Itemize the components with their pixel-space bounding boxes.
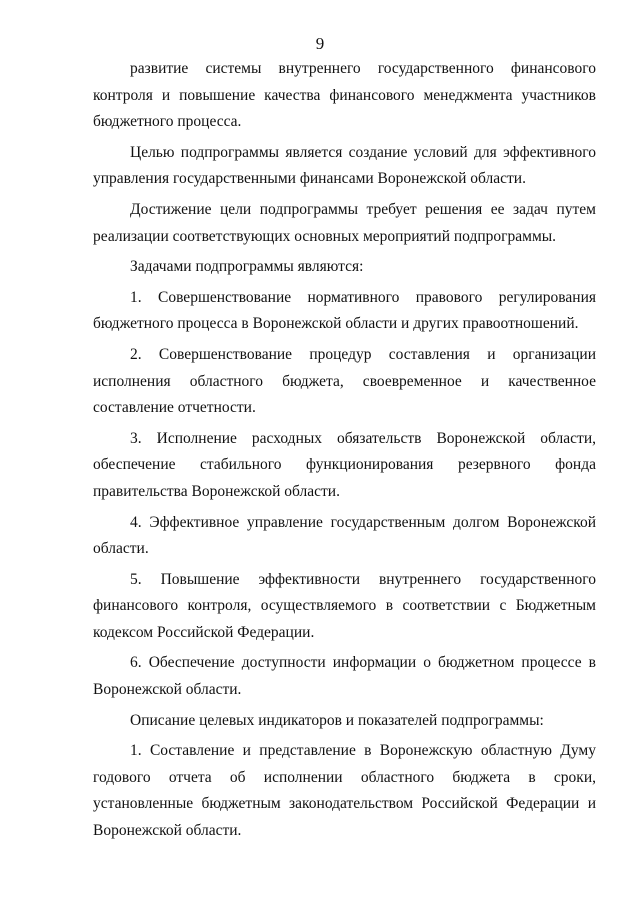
list-item-task-3: 3. Исполнение расходных обязательств Воронежской области, обеспечение стабильного функционирования резервного фонда правительства Воронежской области. xyxy=(93,429,596,500)
list-item-task-1: 1. Совершенствование нормативного правового регулирования бюджетного процесса в Воронежской области и других правоотношений. xyxy=(93,288,596,333)
paragraph-tasks-heading: Задачами подпрограммы являются: xyxy=(130,258,364,276)
list-item-indicator-1: 1. Составление и представление в Воронежскую областную Думу годового отчета об исполнении областного бюджета в сроки, установленные бюджетным законодательством Российской Федерации и Воронежской области. xyxy=(93,742,596,840)
paragraph-continuation: развитие системы внутреннего государственного финансового контроля и повышение качества финансового менеджмента участников бюджетного процесса. xyxy=(93,60,596,131)
paragraph-goal-achievement: Достижение цели подпрограммы требует решения ее задач путем реализации соответствующих основных мероприятий подпрограммы. xyxy=(93,200,596,245)
paragraph-indicators-heading: Описание целевых индикаторов и показателей подпрограммы: xyxy=(130,711,544,729)
paragraph-goal: Целью подпрограммы является создание условий для эффективного управления государственными финансами Воронежской области. xyxy=(93,143,596,188)
list-item-task-4: 4. Эффективное управление государственным долгом Воронежской области. xyxy=(93,513,596,558)
list-item-task-2: 2. Совершенствование процедур составления и организации исполнения областного бюджета, своевременное и качественное составление отчетности. xyxy=(93,345,596,417)
list-item-task-5: 5. Повышение эффективности внутреннего государственного финансового контроля, осуществляемого в соответствии с Бюджетным кодексом Российской Федерации. xyxy=(93,570,596,641)
document-body xyxy=(93,56,596,845)
list-item-task-6: 6. Обеспечение доступности информации о бюджетном процессе в Воронежской области. xyxy=(93,654,596,699)
page-number: 9 xyxy=(315,34,325,53)
